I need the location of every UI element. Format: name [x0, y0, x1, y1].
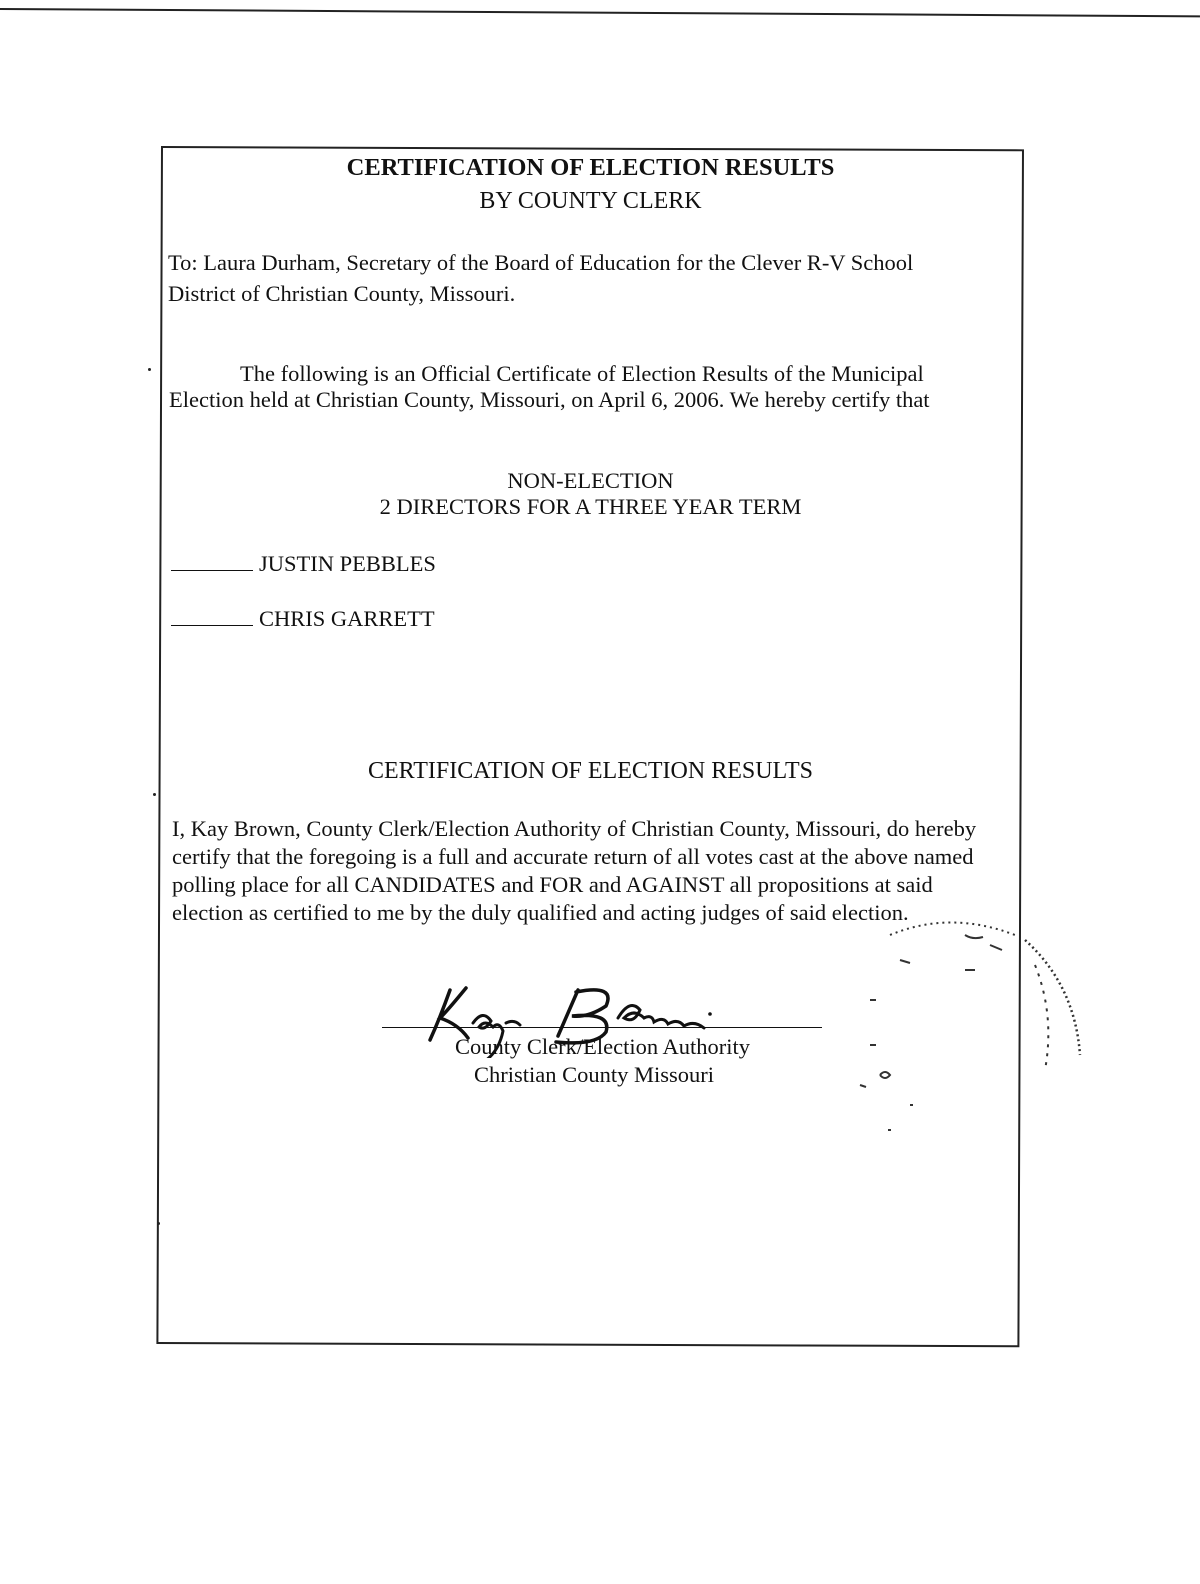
certification-line-4: election as certified to me by the duly qualified and acting judges of said election.	[172, 900, 909, 925]
section-title: CERTIFICATION OF ELECTION RESULTS	[367, 758, 814, 784]
certificate-border	[156, 146, 1024, 1347]
intro-line-2: Election held at Christian County, Missouri, on April 6, 2006. We hereby certify that	[169, 387, 930, 412]
signature-line	[382, 1027, 822, 1028]
county-seal-impression	[840, 905, 1100, 1145]
scan-speck	[153, 793, 156, 796]
document-subtitle: BY COUNTY CLERK	[479, 188, 702, 214]
candidate-row	[171, 550, 436, 578]
vote-blank-line	[171, 607, 253, 626]
scan-speck	[157, 1222, 160, 1225]
certification-line-3: polling place for all CANDIDATES and FOR and AGAINST all propositions at said	[172, 872, 933, 897]
scan-top-edge	[0, 8, 1200, 17]
vote-blank-line	[171, 552, 253, 571]
addressee-line-2: District of Christian County, Missouri.	[168, 281, 516, 306]
signer-title: County Clerk/Election Authority	[455, 1034, 750, 1059]
candidate-row	[171, 605, 435, 633]
directors-heading: 2 DIRECTORS FOR A THREE YEAR TERM	[379, 494, 802, 519]
scan-speck	[148, 368, 151, 371]
candidate-name: CHRIS GARRETT	[259, 606, 435, 631]
certification-line-1: I, Kay Brown, County Clerk/Election Authority of Christian County, Missouri, do hereby	[172, 816, 977, 841]
intro-line-1: The following is an Official Certificate of Election Results of the Municipal	[240, 361, 924, 386]
signer-location: Christian County Missouri	[474, 1062, 715, 1087]
document-title: CERTIFICATION OF ELECTION RESULTS	[346, 154, 835, 181]
addressee-line-1: To: Laura Durham, Secretary of the Board of Education for the Clever R-V School	[168, 250, 914, 275]
non-election-heading: NON-ELECTION	[507, 468, 674, 493]
certification-line-2: certify that the foregoing is a full and accurate return of all votes cast at the above named	[172, 844, 974, 869]
candidate-name: JUSTIN PEBBLES	[259, 551, 436, 576]
